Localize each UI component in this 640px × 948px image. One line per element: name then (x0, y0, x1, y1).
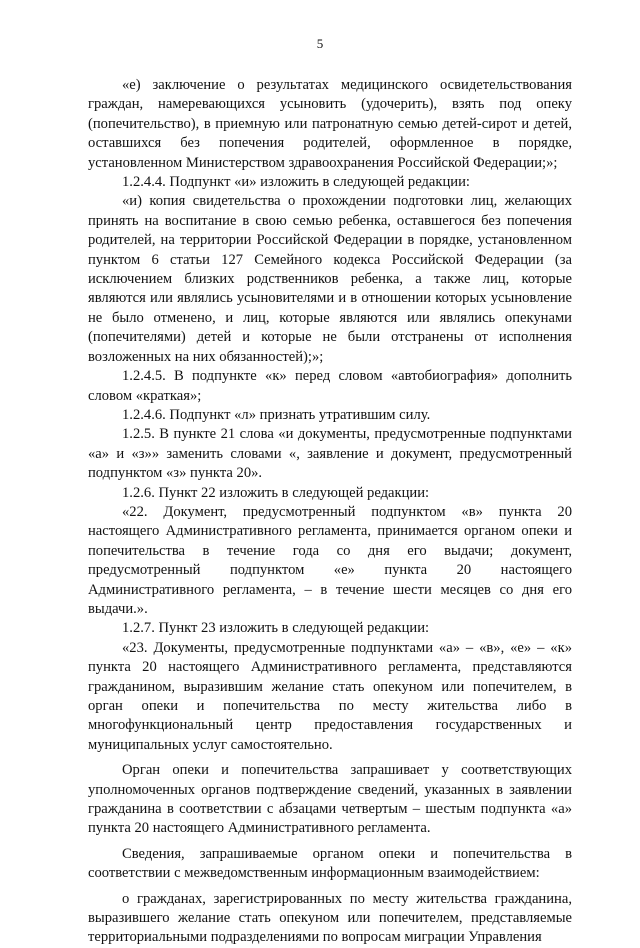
paragraph: 1.2.6. Пункт 22 изложить в следующей редакции: (122, 484, 430, 501)
paragraph: о гражданах, зарегистрированных по месту жительства гражданина, выразившего желание стать опекуном или попечителем, представляемые территориальными подразделениями по вопросам миграции Управления (88, 890, 572, 946)
paragraph: «и) копия свидетельства о прохождении подготовки лиц, желающих принять на воспитание в свою семью ребенка, оставшегося без попечения родителей, на территории Российской Федерации в порядке, установленном пунктом 6 статьи 127 Семейного кодекса Российской Федерации (за исключением близких родственников ребенка, а также лиц, которые являются или являлись усыновителями и в отношении которых усыновление не было отменено, и лиц, которые являются или являлись опекунами (попечителями) детей и которые не были отстранены от исполнения возложенных на них обязанностей);»; (88, 193, 572, 365)
paragraph: Сведения, запрашиваемые органом опеки и попечительства в соответствии с межведомственным информационным взаимодействием: (88, 845, 572, 882)
paragraph: «е) заключение о результатах медицинского освидетельствования граждан, намеревающихся усыновить (удочерить), взять под опеку (попечительство), в приемную или патронатную семью детей-сирот и детей, оставшихся без попечения родителей, оформленное в порядке, установленном Министерством здравоохранения Российской Федерации;»; (88, 77, 572, 171)
paragraph: Орган опеки и попечительства запрашивает у соответствующих уполномоченных органов подтверждение сведений, указанных в заявлении гражданина в соответствии с абзацами четвертым – шестым подпункта «а» пункта 20 настоящего Административного регламента. (88, 762, 572, 837)
document-body (88, 76, 572, 948)
paragraph: 1.2.5. В пункте 21 слова «и документы, предусмотренные подпунктами «а» и «з»» заменить словами «, заявление и документ, предусмотренный подпунктом «з» пункта 20». (88, 426, 572, 482)
paragraph: 1.2.4.5. В подпункте «к» перед словом «автобиография» дополнить словом «краткая»; (88, 368, 572, 404)
paragraph: 1.2.4.4. Подпункт «и» изложить в следующей редакции: (122, 174, 470, 191)
paragraph: «23. Документы, предусмотренные подпунктами «а» – «в», «е» – «к» пункта 20 настоящего Административного регламента, представляются гражданином, выразившим желание стать опекуном или попечителем, в орган опеки и попечительства по месту жительства либо в многофункциональный центр предоставления государственных и муниципальных услуг самостоятельно. (88, 639, 572, 753)
paragraph: 1.2.4.6. Подпункт «л» признать утратившим силу. (122, 406, 431, 423)
paragraph: «22. Документ, предусмотренный подпунктом «в» пункта 20 настоящего Административного регламента, принимается органом опеки и попечительства в течение года со дня его выдачи; документ, предусмотренный подпунктом «е» пункта 20 настоящего Административного регламента, – в течение шести месяцев со дня его выдачи.». (88, 503, 572, 617)
page-number: 5 (316, 36, 324, 51)
paragraph: 1.2.7. Пункт 23 изложить в следующей редакции: (122, 620, 430, 637)
